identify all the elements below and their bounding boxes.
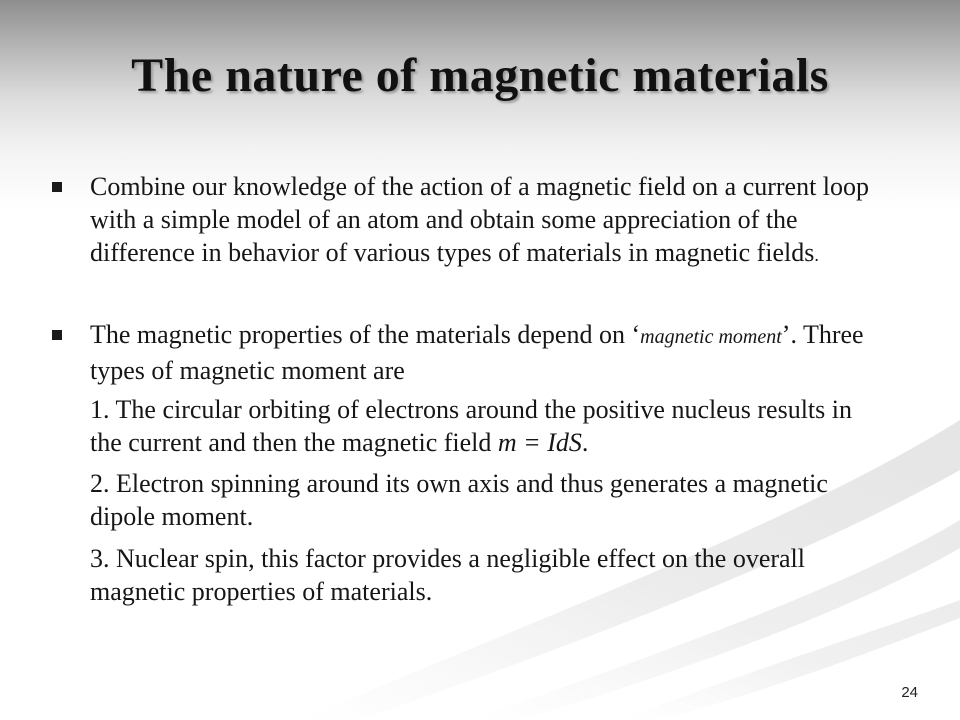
bullet-combine-knowledge [90, 170, 890, 272]
bullet-text-before: The magnetic properties of the materials depend on ‘ [90, 320, 641, 349]
bullet-text: Combine our knowledge of the action of a magnetic field on a current loop with a simple model of an atom and obtain some appreciation of the difference in behavior of various types of materials in magnetic fields [90, 172, 870, 267]
bullet-magnetic-moment [90, 318, 890, 387]
item-end-period: . [581, 428, 589, 457]
square-bullet-icon [52, 330, 62, 340]
formula-m-ids: m = IdS [497, 428, 582, 457]
item-electron-spinning [90, 467, 890, 533]
item-text: 3. Nuclear spin, this factor provides a negligible effect on the overall magnetic properties of materials. [90, 544, 805, 606]
page-number: 24 [901, 684, 918, 701]
bullet-text-after: ’. Three types of magnetic moment are [90, 320, 864, 385]
slide-title: The nature of magnetic materials [131, 49, 829, 102]
magnetic-moment-term: magnetic moment [640, 326, 782, 348]
bullet-end-period: . [814, 245, 819, 265]
item-nuclear-spin [90, 542, 890, 608]
square-bullet-icon [52, 182, 62, 192]
item-text: 1. The circular orbiting of electrons around the positive nucleus results in the current and then the magnetic field [90, 395, 852, 457]
item-text: 2. Electron spinning around its own axis and thus generates a magnetic dipole moment. [90, 469, 828, 531]
item-orbiting-electrons [90, 393, 890, 459]
